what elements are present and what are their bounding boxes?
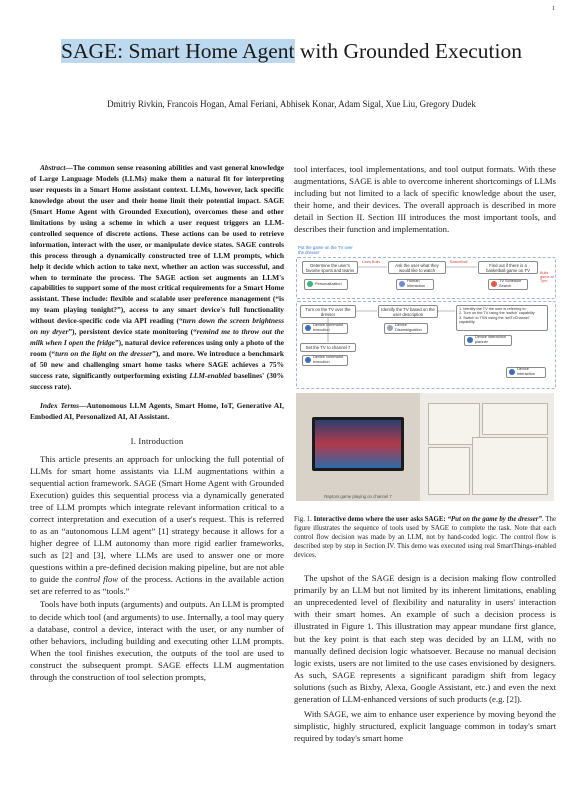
demo-photo — [296, 393, 554, 501]
figure-1 — [294, 243, 556, 505]
right-paragraph-1: tool interfaces, tool implementations, and tool output formats. With these augmentations, SAGE is able to overcome inherent shortcomings of LLMs including but not limited to a lack of specific knowledge about the user, their home, and their devices. The overall approach is described in more detail in Section II. Section III introduces the most important tools, and describes their function and implementation. — [294, 164, 556, 235]
tool-device-command-2-label: Device command execution — [313, 354, 344, 365]
intro-paragraph-1 — [30, 453, 284, 598]
tool-disambiguation-label: Device Disambiguation — [395, 322, 422, 333]
step-ask-user: Ask the user what they would like to watch — [388, 261, 446, 274]
step-identify-tv: Identify the TV based on the user description — [378, 305, 438, 318]
tool-personalization-label: Personalization — [315, 280, 342, 286]
right-paragraph-2: The upshot of the SAGE design is a decision making flow controlled primarily by an LLM but not limited by its inherent limitations, enabling an unprecedented level of flexibility and naturality in users' interaction with their smart homes. An example of such a decision process is illustrated in Figure 1. This illustration may appear mundane first glance, but the key point is that each step was decided by an LLM, with no manually defined decision logic whatsoever. Because no manual decision logic exists, users are not limited to the use cases envisioned by designers. As such, SAGE represents a significant paradigm shift from legacy solutions (such as Bixby, Alexa, Google Assistant, etc.) and even the next generation of LLM-enhanced versions of such products (e.g. [2]). — [294, 573, 556, 704]
tool-tv-schedule-label: TV Schedule Search — [499, 278, 522, 289]
author-list: Dmitriy Rivkin, Francois Hogan, Amal Feriani, Abhisek Konar, Adam Sigal, Xue Liu, Gregory Dudek — [107, 99, 476, 109]
caption-quote: “Put on the game by the dresser” — [447, 515, 542, 523]
floorplan-room — [472, 437, 548, 495]
right-column — [294, 163, 556, 744]
abstract-lead: Abstract — [40, 163, 66, 172]
index-terms — [30, 401, 284, 423]
tool-planner-label: Device interaction planner — [475, 334, 506, 345]
abstract-text-3: ”), natural device references using only a photo of the room (“ — [30, 338, 284, 359]
abstract-quote-1: turn down the screen brightness on my dryer — [30, 316, 285, 337]
user-request-label: Put the game on the TV over the dresser — [298, 244, 353, 255]
abstract-text-4: ”), and more. We introduce a benchmark of 50 new and challenging smart home tasks where SAGE achieves a 75% success rate, significantly outperforming existing — [30, 349, 284, 381]
page-number: 1 — [552, 6, 555, 12]
right-paragraph-3: With SAGE, we aim to enhance user experience by moving beyond the simplistic, highly structured, explicit language common in today's smart required by today's smart home — [294, 709, 556, 744]
abstract-quote-2: remind me to throw out the milk when I open the fridge — [30, 327, 284, 348]
figure-caption — [294, 515, 556, 560]
photo-caption: Raptors game playing on channel 7 — [324, 493, 392, 499]
caption-bold: Interactive demo where the user asks SAGE: — [313, 515, 448, 523]
caption-label: Fig. 1. — [294, 515, 312, 523]
floorplan-room — [482, 403, 548, 435]
section-heading-introduction: I. Introduction — [130, 435, 184, 446]
paper-title — [30, 38, 553, 65]
intro-emphasis: control flow — [75, 574, 119, 585]
flow-diagram — [296, 243, 554, 391]
step-plan: 1. Identify the TV the user is referring to 2. Turn on the TV using the 'switch' capability 3. Switch to TSN using the 'setTvChannel' capability — [456, 305, 548, 331]
caption-rest: . The figure illustrates the sequence of tools used by SAGE to complete the task. Note that each control flow decision was made by an LLM, not by hand-coded logic. The control flow is described step by step in Section IV. This demo was executed using real SmartThings-enabled devices. — [294, 515, 556, 559]
abstract-quote-3: turn on the light on the dresser — [55, 349, 153, 359]
intro-text-1a: This article presents an approach for unlocking the full potential of LLMs for smart home assistants via LLM augmentations within a sequential action framework. SAGE (Smart Home Agent with Grounded Execution) guides this sequential process via a dynamically generated tree of LLM prompts which integrate relevant information critical to a correct interpretation and execution of a user's request. This is referred to as an “autonomous LLM agent” [1] strategy because it allows for a higher degree of LLM autonomy than more rigid earlier frameworks, such as [2] and [3], where LLMs are used to answer one or more questions within a pre-defined decision making pipeline, but are not able to guide the — [30, 453, 284, 585]
tv-screen — [315, 420, 401, 468]
tool-human-label: Human Interaction — [407, 278, 426, 289]
abstract-text-2: ”), persistent device state monitoring (“ — [68, 327, 197, 337]
abstract-text-5: baselines' (30% success rate). — [30, 371, 284, 392]
step-turn-on-tv: Turn on the TV over the dresser — [300, 305, 356, 318]
intro-paragraph-2: Tools have both inputs (arguments) and outputs. An LLM is prompted to decide which tool (and arguments) to use. Internally, a tool may query a database, control a device, interact with the user, or any number of other behaviors, including building and executing other LLM prompts. When the tool finishes execution, the outputs of the tool are used to construct the subsequent prompt. SAGE effects LLM augmentation through the construction of tool selection prompts, — [30, 599, 284, 682]
tool-device-command-label: Device command execution — [313, 322, 344, 333]
title-highlighted: SAGE: Smart Home Agent — [61, 39, 295, 63]
tool-device-interaction-label: Device interaction — [517, 366, 535, 377]
abstract-text-1: —The common sense reasoning abilities and vast general knowledge of Large Language Models (LLMs) make them a natural fit for interpreting user requests in a Smart Home assistant context. LLMs, however, lack specific knowledge about the user and their home limit their potential impact. SAGE (Smart Home Agent with Grounded Execution), overcomes these and other limitations by using a scheme in which a user request triggers an LLM-controlled sequence of discrete actions. These actions can be used to retrieve information, interact with the user, or manipulate device states. SAGE controls this process through a dynamically constructed tree of LLM prompts, which help it decide which action to take next, whether an action was successful, and when to terminate the process. The SAGE action set augments an LLM's capabilities to support some of the most critical requirements for a Smart Home assistant. These include: flexible and scalable user preference management (“is my team playing tonight?”), access to any smart device's full functionality without device-specific code via API reading (“ — [30, 163, 284, 326]
floorplan-room — [428, 447, 470, 495]
tv-room-photo — [296, 393, 420, 501]
tv-icon — [312, 417, 404, 471]
note-likes-bulls: Likes Bulls — [362, 259, 381, 264]
intro-text-1b: of the process. Actions in the available action set are referred to as “tools.” — [30, 574, 284, 597]
floorplan-render — [420, 393, 554, 501]
abstract — [30, 163, 284, 393]
flow-arrows — [296, 243, 554, 391]
step-find-game: Find out if there is a basketball game on TV — [478, 261, 538, 274]
note-game-time: Bulls game at 7pm — [540, 270, 554, 284]
step-set-channel: Set the TV to channel 7 — [300, 343, 356, 352]
note-basketball: Basketball — [450, 259, 468, 264]
index-terms-lead: Index Terms — [40, 401, 80, 411]
title-rest: with Grounded Execution — [294, 39, 522, 63]
abstract-quote-4: LLM-enabled — [189, 371, 232, 381]
step-determine-favorites: Determine the user's favorite sports and teams — [302, 261, 358, 274]
index-terms-text: —Autonomous LLM Agents, Smart Home, IoT, Generative AI, Embodied AI, Personalized AI, AI Assistant. — [30, 401, 284, 421]
left-column — [30, 163, 284, 683]
